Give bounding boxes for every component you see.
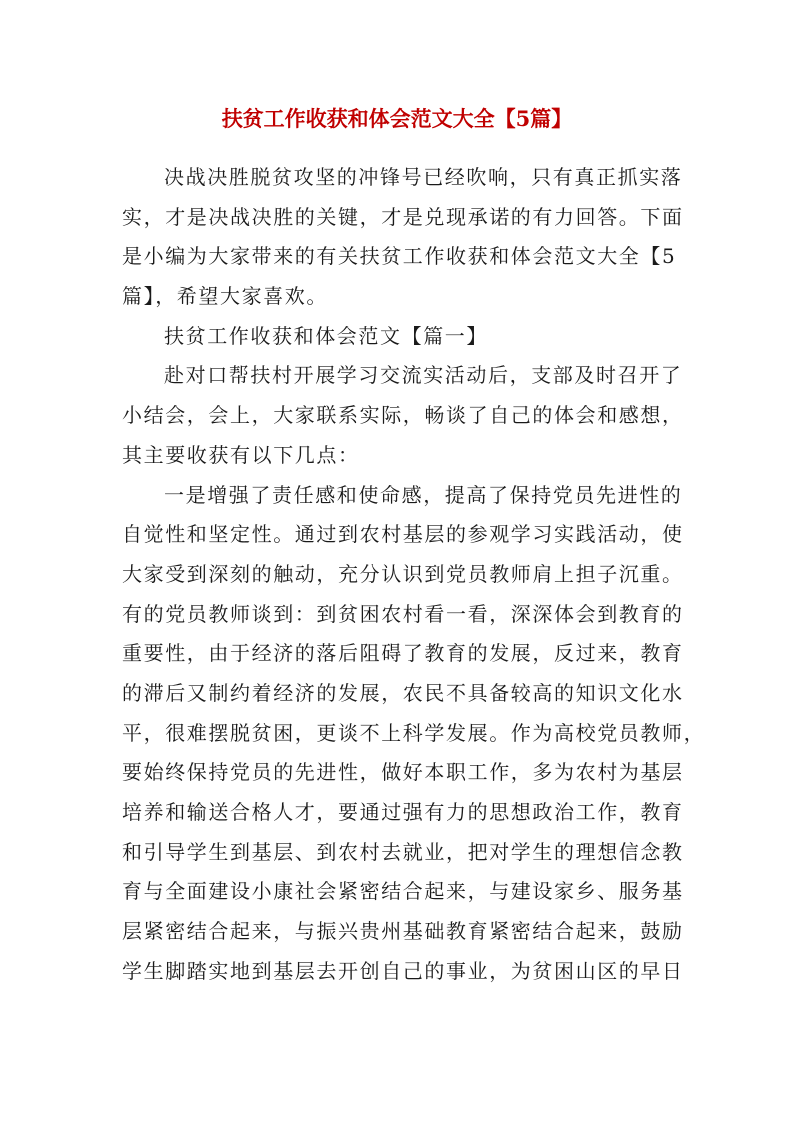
body-line: 其主要收获有以下几点： bbox=[122, 442, 360, 467]
body-line: 自觉性和坚定性。通过到农村基层的参观学习实践活动，使 bbox=[122, 522, 684, 547]
body-line: 小结会，会上，大家联系实际，畅谈了自己的体会和感想， bbox=[122, 403, 684, 428]
body-line: 和引导学生到基层、到农村去就业，把对学生的理想信念教 bbox=[122, 839, 684, 864]
body-line: 赴对口帮扶村开展学习交流实活动后，支部及时召开了 bbox=[164, 363, 683, 388]
body-line: 学生脚踏实地到基层去开创自己的事业，为贫困山区的早日 bbox=[122, 958, 684, 983]
document-title: 扶贫工作收获和体会范文大全【5篇】 bbox=[221, 106, 573, 131]
body-line: 大家受到深刻的触动，充分认识到党员教师肩上担子沉重。 bbox=[122, 561, 684, 586]
body-line: 实，才是决战决胜的关键，才是兑现承诺的有力回答。下面 bbox=[122, 204, 684, 229]
body-line: 篇】，希望大家喜欢。 bbox=[122, 284, 328, 309]
body-line: 重要性，由于经济的落后阻碍了教育的发展，反过来，教育 bbox=[122, 641, 684, 666]
body-line: 一是增强了责任感和使命感，提高了保持党员先进性的 bbox=[164, 482, 683, 507]
section-heading: 扶贫工作收获和体会范文【篇一】 bbox=[164, 323, 488, 348]
body-line: 层紧密结合起来，与振兴贵州基础教育紧密结合起来，鼓励 bbox=[122, 919, 684, 944]
document-body bbox=[122, 162, 706, 995]
body-line: 是小编为大家带来的有关扶贫工作收获和体会范文大全【5 bbox=[122, 244, 677, 269]
body-line: 的滞后又制约着经济的发展，农民不具备较高的知识文化水 bbox=[122, 680, 684, 705]
body-line: 有的党员教师谈到：到贫困农村看一看，深深体会到教育的 bbox=[122, 601, 684, 626]
body-line: 培养和输送合格人才，要通过强有力的思想政治工作，教育 bbox=[122, 800, 684, 824]
body-line: 决战决胜脱贫攻坚的冲锋号已经吹响，只有真正抓实落 bbox=[164, 165, 683, 189]
body-line: 平，很难摆脱贫困，更谈不上科学发展。作为高校党员教师， bbox=[122, 720, 706, 745]
body-line: 要始终保持党员的先进性，做好本职工作，多为农村为基层 bbox=[122, 760, 684, 785]
body-line: 育与全面建设小康社会紧密结合起来，与建设家乡、服务基 bbox=[122, 879, 684, 904]
